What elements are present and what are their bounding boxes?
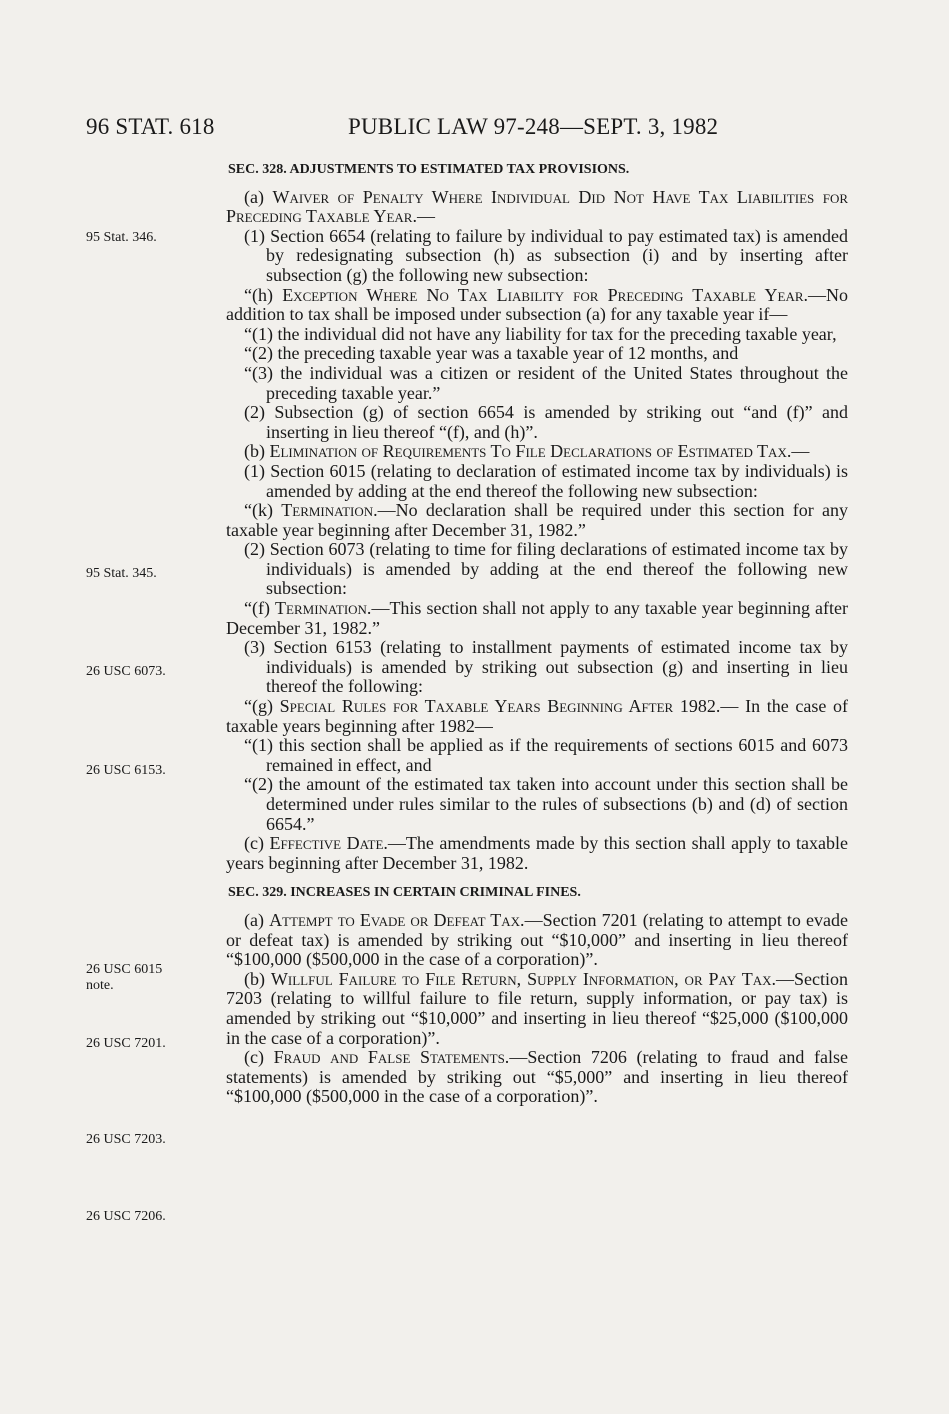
- subsection-b: [226, 442, 848, 462]
- margin-note: 26 USC 7203.: [86, 1132, 166, 1147]
- subsection-text: —The amendments made by this section shall apply to taxable years beginning after December 31, 1982.: [226, 833, 849, 873]
- subsection-heading: Special Rules for Taxable Years Beginning After 1982.: [279, 696, 721, 717]
- quoted-subsection-g: [226, 697, 848, 736]
- subsection-label: (c): [244, 833, 270, 854]
- subsection-text: —Section 7201 (relating to attempt to evade or defeat tax) is amended by striking out “$10,000” and inserting in lieu thereof “$100,000 ($500,000 in the case of a corporation)”.: [226, 909, 848, 970]
- page-reference: 96 STAT. 618: [86, 114, 215, 139]
- subsection-a: [226, 188, 848, 227]
- paragraph: “(2) the preceding taxable year was a taxable year of 12 months, and: [244, 343, 739, 364]
- quoted-subsection-h: [226, 286, 848, 325]
- margin-note: 95 Stat. 345.: [86, 566, 157, 581]
- margin-note: 26 USC 6153.: [86, 763, 166, 778]
- subsection-c: [226, 834, 848, 873]
- subsection-329a: [226, 911, 848, 970]
- margin-note: 26 USC 7201.: [86, 1036, 166, 1051]
- subsection-text: —No addition to tax shall be imposed under subsection (a) for any taxable year if—: [226, 284, 848, 325]
- section-heading: SEC. 328. ADJUSTMENTS TO ESTIMATED TAX PROVISIONS.: [228, 162, 630, 177]
- quoted-subsection-k: [226, 501, 848, 540]
- subsection-text: — In the case of taxable years beginning after 1982—: [226, 696, 849, 736]
- margin-note-line: 26 USC 6015: [86, 962, 163, 977]
- page-title: PUBLIC LAW 97-248—SEPT. 3, 1982: [348, 114, 719, 139]
- subsection-heading: Fraud and False Statements.: [273, 1047, 510, 1068]
- subsection-text: —No declaration shall be required under this section for any taxable year beginning after December 31, 1982.”: [226, 500, 849, 540]
- margin-note: 26 USC 6073.: [86, 664, 166, 679]
- subsection-heading: Termination.: [281, 500, 378, 521]
- subsection-text: —Section 7203 (relating to willful failure to file return, supply information, or pay tax) is amended by striking out “$10,000” and inserting in lieu thereof “$25,000 ($100,000 in the case of a corporation)”.: [226, 968, 848, 1048]
- paragraph: (3) Section 6153 (relating to installment payments of estimated income tax by individuals) is amended by striking out subsection (g) and inserting in lieu thereof the following:: [244, 637, 848, 697]
- subsection-heading: Termination.: [275, 598, 372, 619]
- margin-note-line: note.: [86, 978, 114, 993]
- subsection-label: “(k): [244, 500, 282, 521]
- subsection-label: (c): [244, 1047, 274, 1068]
- paragraph: “(1) this section shall be applied as if the requirements of sections 6015 and 6073 remained in effect, and: [244, 735, 848, 775]
- paragraph: (1) Section 6654 (relating to failure by individual to pay estimated tax) is amended by redesignating subsection (h) as subsection (i) and by inserting after subsection (g) the following new subsection:: [244, 225, 848, 285]
- subsection-label: (a): [244, 909, 270, 930]
- paragraph: (2) Section 6073 (relating to time for filing declarations of estimated income tax by individuals) is amended by adding at the end thereof the following new subsection:: [244, 539, 848, 599]
- subsection-329b: [226, 970, 848, 1048]
- subsection-text: —This section shall not apply to any taxable year beginning after December 31, 1982.”: [226, 598, 848, 638]
- subsection-label: “(h): [244, 284, 283, 305]
- paragraph: “(1) the individual did not have any liability for tax for the preceding taxable year,: [244, 323, 837, 344]
- subsection-text: —Section 7206 (relating to fraud and false statements) is amended by striking out “$5,000” and inserting in lieu thereof “$100,000 ($500,000 in the case of a corporation)”.: [226, 1047, 848, 1107]
- subsection-label: (b): [244, 968, 271, 989]
- margin-note: 26 USC 7206.: [86, 1209, 166, 1224]
- paragraph: “(2) the amount of the estimated tax taken into account under this section shall be determined under rules similar to the rules of subsections (b) and (d) of section 6654.”: [244, 774, 848, 834]
- subsection-heading: Exception Where No Tax Liability for Preceding Taxable Year.: [282, 284, 808, 305]
- subsection-329c: [226, 1048, 848, 1107]
- subsection-heading: Elimination of Requirements To File Declarations of Estimated Tax.—: [269, 441, 810, 462]
- paragraph: (2) Subsection (g) of section 6654 is amended by striking out “and (f)” and inserting in lieu thereof “(f), and (h)”.: [244, 402, 848, 442]
- subsection-heading: Attempt to Evade or Defeat Tax.: [269, 909, 525, 930]
- statute-body: [226, 160, 848, 1107]
- subsection-label: “(f): [244, 598, 276, 619]
- subsection-heading: Effective Date.: [269, 833, 388, 854]
- subsection-heading: Willful Failure to File Return, Supply Information, or Pay Tax.: [270, 968, 776, 989]
- paragraph: (1) Section 6015 (relating to declaration of estimated income tax by individuals) is amended by adding at the end thereof the following new subsection:: [244, 460, 848, 501]
- subsection-label: (a): [244, 186, 273, 207]
- subsection-label: “(g): [244, 696, 280, 717]
- paragraph: “(3) the individual was a citizen or resident of the United States throughout the preceding taxable year.”: [244, 362, 848, 403]
- margin-note: 95 Stat. 346.: [86, 230, 157, 245]
- subsection-heading: Waiver of Penalty Where Individual Did Not Have Tax Liabilities for Preceding Taxable Year.—: [226, 186, 848, 227]
- subsection-label: (b): [244, 441, 270, 462]
- section-heading: SEC. 329. INCREASES IN CERTAIN CRIMINAL FINES.: [228, 885, 581, 901]
- quoted-subsection-f: [226, 599, 848, 638]
- margin-note: [86, 962, 206, 994]
